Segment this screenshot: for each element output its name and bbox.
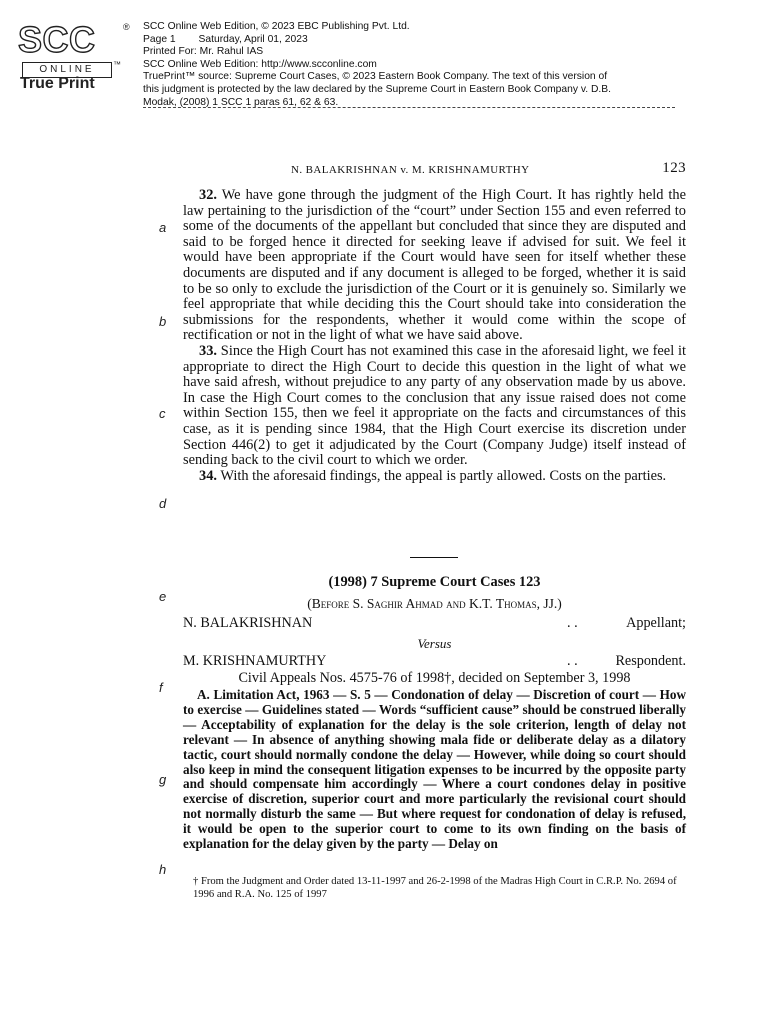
appellant-line [183,615,686,632]
appellant-name: N. BALAKRISHNAN [183,615,313,631]
appellant-role: Appellant; [626,615,686,631]
logo-online-text: ONLINE [22,62,112,78]
leader-dots: . . [567,615,578,631]
margin-letter-h: h [159,862,167,877]
respondent-name: M. KRISHNAMURTHY [183,653,327,669]
margin-letter-a: a [159,220,167,235]
case-citation: (1998) 7 Supreme Court Cases 123 [328,574,541,590]
scc-online-logo [18,19,130,92]
logo-true-print: True Print [20,75,95,92]
header-line-printed-for: Printed For: Mr. Rahul IAS [143,46,264,58]
header-line-edition: SCC Online Web Edition, © 2023 EBC Publishing Pvt. Ltd. [143,21,410,32]
headnote [183,688,686,852]
paragraph-text: With the aforesaid findings, the appeal is partly allowed. Costs on the parties. [217,467,667,484]
margin-letter-c: c [159,406,166,421]
paragraph-number: 32. [199,187,217,203]
paragraph-number: 33. [199,342,217,359]
margin-letter-b: b [159,314,167,329]
respondent-line [183,653,686,670]
running-head [183,160,686,180]
logo-registered-mark: ® [123,22,130,32]
margin-letter-e: e [159,589,167,604]
section-rule [410,557,458,558]
versus: Versus [417,636,452,651]
judgment-body [183,188,686,484]
header-line-page-date: Page 1 Saturday, April 01, 2023 [143,33,308,45]
footnote: † From the Judgment and Order dated 13-11-1997 and 26-2-1998 of the Madras High Court in C.R.P. No. 2694 of 1996 and R.A. No. 125 of 1997 [193,876,677,900]
bench: (Before S. Saghir Ahmad and K.T. Thomas, JJ.) [307,596,562,611]
paragraph-32 [183,188,686,344]
paragraph-33 [183,344,686,469]
paragraph-number: 34. [199,467,217,484]
page-number: 123 [662,160,686,176]
respondent-role: Respondent. [615,653,686,669]
header-source-note: TruePrint™ source: Supreme Court Cases, © 2023 Eastern Book Company. The text of this version of this judgment is protected by the law declared by the Supreme Court in Eastern Book Company v. D.B. Modak, (2008) 1 SCC 1 paras 61, 62 & 63. [143,71,611,108]
paragraph-text: Since the High Court has not examined this case in the aforesaid light, we feel it appropriate to direct the High Court to decide this question in the light of what we have said afresh, without prejudice to any party of any observation made by us above. In case the High Court comes to the conclusion that any issue raised does not come within Section 155, then we feel it appropriate on the facts and circumstances of this case, as it is pending since 1984, that the High Court exercise its discretion under Section 446(2) to get it adjudicated by the Court (Company Judge) itself instead of sending back to the civil court to which we order. [183,342,686,469]
print-header [143,21,743,109]
running-head-title: N. BALAKRISHNAN v. M. KRISHNAMURTHY [291,164,530,176]
header-divider [143,107,675,108]
leader-dots: . . [567,653,578,669]
header-line-website: SCC Online Web Edition: http://www.scconline.com [143,58,377,70]
paragraph-text: We have gone through the judgment of the High Court. It has rightly held the law pertaining to the jurisdiction of the “court” under Section 155 and even referred to some of the documents of the appellant but concluded that since they are disputed and said to be forged hence it directed for seeking leave if advised for suit. We feel it would have been appropriate if the Court would have seen for itself whether these documents are disputed and if any document is alleged to be forged, whether it is said to be so only to exclude the jurisdiction of the Court or it is genuinely so. Similarly we feel appropriate that while deciding this the Court should take into consideration the submissions for the respondents, whether it would come within the scope of rectification or not in the light of what we have said above. [183,187,686,344]
logo-scc-text: SCC [18,19,96,60]
margin-letter-g: g [159,772,167,787]
margin-letter-d: d [159,496,167,511]
logo-trademark: ™ [113,60,121,69]
margin-letter-f: f [159,680,163,695]
appeal-line: Civil Appeals Nos. 4575-76 of 1998†, decided on September 3, 1998 [238,670,631,686]
headnote-text: A. Limitation Act, 1963 — S. 5 — Condonation of delay — Discretion of court — How to exercise — Guidelines stated — Words “sufficient cause” should be construed liberally — Acceptability of explanation for the delay is the sole criterion, length of delay not relevant — In absence of anything showing mala fide or deliberate delay as a dilatory tactic, court should normally condone the delay — However, while doing so court should also keep in mind the consequent litigation expenses to be incurred by the opposite party and should compensate him accordingly — Where a court condones delay in positive exercise of discretion, superior court and more particularly the revisional court should not normally disturb the same — But where request for condonation of delay is refused, it would be open to the superior court to come to its own finding on the basis of explanation for the delay given by the party — Delay on [183,687,686,852]
paragraph-34 [183,469,686,485]
